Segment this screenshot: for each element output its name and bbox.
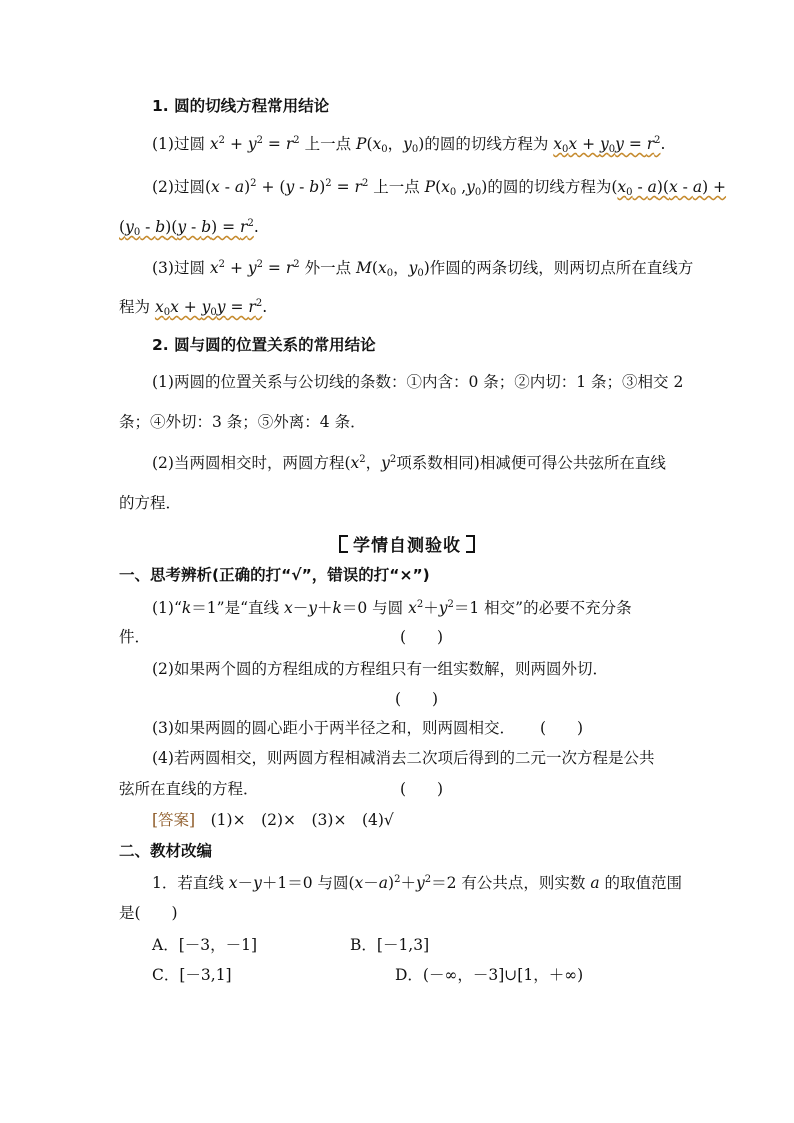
circle-relation-1-cont: 条；④外切：3 条；⑤外离：4 条． [119, 413, 366, 431]
question-4: (4)若两圆相交，则两圆方程相减消去二次项后得到的二元一次方程是公共 [152, 749, 655, 767]
question-1: (1)“k＝1”是“直线 x－y＋k＝0 与圆 $x^2+y^2=1$ 相交”的必要不充分条 [152, 599, 632, 617]
circle-relation-2-cont: 的方程． [119, 494, 182, 512]
left-bracket-icon [339, 535, 348, 553]
right-bracket-icon [466, 535, 475, 553]
part-1-title: 一、思考辨析(正确的打“√”，错误的打“×”) [119, 566, 430, 584]
option-d: D．(－∞，－3]∪[1，＋∞) [395, 966, 584, 984]
tangent-conclusion-3-cont: 程为 $x_0x + y_0y = r^2$. [119, 298, 268, 318]
exercise-1-cont: 是( ) [119, 904, 178, 922]
question-1-cont: 件． [119, 628, 151, 646]
circle-relation-1: (1)两圆的位置关系与公切线的条数：①内含：0 条；②内切：1 条；③相交 2 [152, 373, 684, 391]
answer-line: [答案] (1)× (2)× (3)× (4)√ [152, 811, 394, 829]
answer-blank: ( ) [400, 628, 444, 646]
tangent-conclusion-1: (1)过圆 $x^2 + y^2 = r^2$ 上一点 $P(x_0$，$y_0$)的圆的切线方程为 $x_0x + y_0y = r^2$. [152, 135, 666, 155]
self-test-header: 学情自测验收 [339, 531, 475, 556]
answer-blank: ( ) [395, 690, 439, 708]
option-c: C．[－3,1] [152, 966, 232, 984]
circle-relation-2: (2)当两圆相交时，两圆方程($x^2$，$y^2$项系数相同)相减便可得公共弦所在直线 [152, 454, 666, 472]
option-b: B．[－1,3] [350, 936, 430, 954]
tangent-conclusion-2: (2)过圆$(x - a)^2 + (y - b)^2 = r^2$ 上一点 $P(x_0$ $,y_0$)的圆的切线方程为$(x_0 - a)(x - a)$ + [152, 178, 727, 198]
answer-blank: ( ) [540, 719, 584, 737]
question-4-cont: 弦所在直线的方程． [119, 780, 259, 798]
option-a: A．[－3，－1] [152, 936, 258, 954]
question-2: (2)如果两个圆的方程组成的方程组只有一组实数解，则两圆外切． [152, 660, 608, 678]
question-3: (3)如果两圆的圆心距小于两半径之和，则两圆相交． [152, 719, 515, 737]
section-2-title: 2. 圆与圆的位置关系的常用结论 [152, 336, 376, 354]
section-1-title: 1. 圆的切线方程常用结论 [152, 97, 330, 115]
tangent-conclusion-2-cont: $(y_0 - b)(y - b) = r^2$. [119, 218, 259, 238]
part-2-title: 二、教材改编 [119, 842, 213, 860]
tangent-conclusion-3: (3)过圆 $x^2 + y^2 = r^2$ 外一点 $M(x_0$，$y_0$)作圆的两条切线，则两切点所在直线方 [152, 259, 694, 279]
answer-blank: ( ) [400, 780, 444, 798]
exercise-1: 1．若直线 x－y＋1＝0 与圆$(x-a)^2+y^2=2$ 有公共点，则实数 a 的取值范围 [152, 874, 683, 892]
